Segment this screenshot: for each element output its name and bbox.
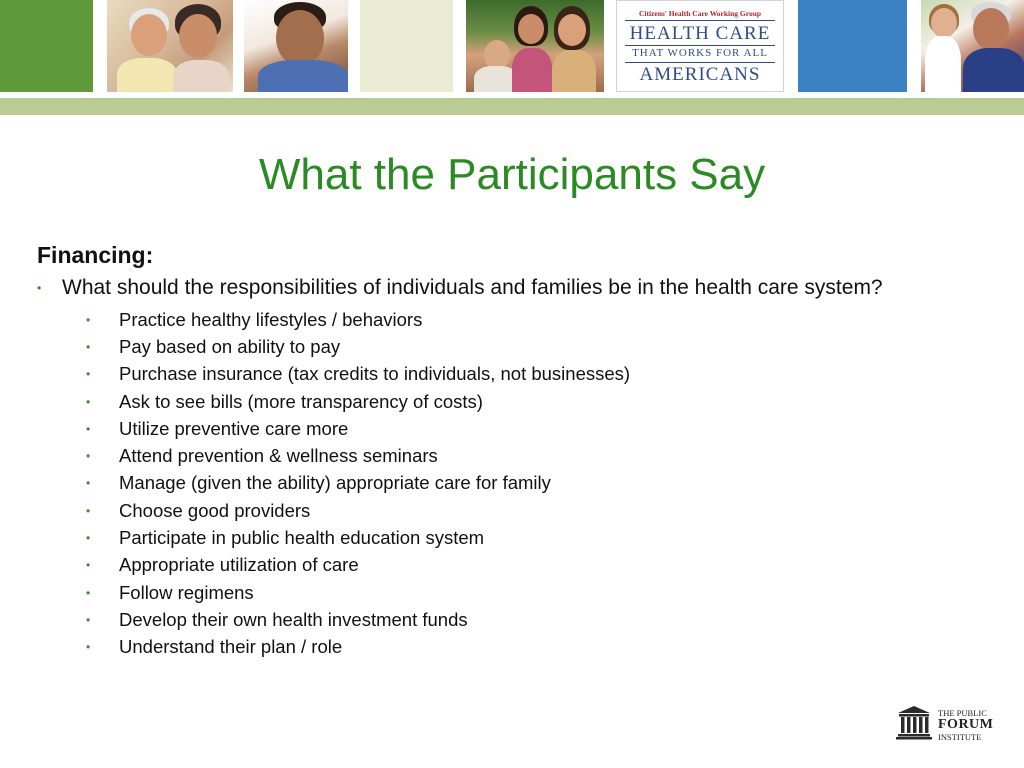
list-item-text: Understand their plan / role [119, 636, 343, 658]
list-item [84, 579, 630, 606]
public-forum-institute-logo [896, 702, 1000, 742]
photo-elderly-couple [107, 0, 233, 92]
list-item [84, 388, 630, 415]
bullet-icon: • [86, 531, 91, 546]
photo-children [466, 0, 604, 92]
bullet-icon: • [86, 585, 91, 600]
building-columns-icon [896, 704, 932, 740]
logo-text-line-2: FORUM [938, 717, 994, 732]
list-item [84, 442, 630, 469]
list-item [84, 497, 630, 524]
list-item-text: Practice healthy lifestyles / behaviors [119, 308, 423, 330]
logo-divider [625, 62, 775, 63]
bullet-icon: • [86, 394, 91, 409]
logo-divider [625, 20, 775, 21]
photo-young-man [244, 0, 348, 92]
list-item [84, 634, 630, 661]
list-item-text: Attend prevention & wellness seminars [119, 445, 438, 467]
responses-list [84, 306, 630, 661]
list-item-text: Manage (given the ability) appropriate care for family [119, 472, 551, 494]
blue-color-tile [798, 0, 907, 92]
logo-line-2: THAT WORKS FOR ALL [632, 47, 768, 59]
banner-divider-bar [0, 98, 1024, 115]
list-item-text: Ask to see bills (more transparency of costs) [119, 390, 483, 412]
health-care-logo [616, 0, 784, 92]
list-item-text: Develop their own health investment funds [119, 608, 468, 630]
list-item [84, 524, 630, 551]
list-item-text: Pay based on ability to pay [119, 335, 341, 357]
bullet-icon: • [37, 281, 42, 296]
section-heading: Financing: [37, 242, 154, 268]
list-item-text: Choose good providers [119, 499, 311, 521]
green-color-tile [0, 0, 93, 92]
logo-line-1: HEALTH CARE [629, 23, 771, 44]
bullet-icon: • [86, 640, 91, 655]
list-item-text: Appropriate utilization of care [119, 554, 359, 576]
list-item [84, 606, 630, 633]
bullet-icon: • [86, 339, 91, 354]
question-text: What should the responsibilities of individuals and families be in the health care system? [62, 276, 883, 299]
logo-org-name: Citizens' Health Care Working Group [638, 9, 762, 18]
list-item-text: Purchase insurance (tax credits to individuals, not businesses) [119, 363, 631, 385]
list-item [84, 552, 630, 579]
question-bullet [37, 276, 883, 300]
bullet-icon: • [86, 367, 91, 382]
list-item [84, 306, 630, 333]
list-item-text: Utilize preventive care more [119, 417, 349, 439]
bullet-icon: • [86, 558, 91, 573]
logo-divider [625, 45, 775, 46]
bullet-icon: • [86, 421, 91, 436]
bullet-icon: • [86, 476, 91, 491]
slide-title: What the Participants Say [258, 150, 766, 199]
header-banner [0, 0, 1024, 96]
logo-line-3: AMERICANS [639, 64, 761, 85]
logo-text-line-1: THE PUBLIC [938, 708, 987, 718]
list-item [84, 333, 630, 360]
bullet-icon: • [86, 312, 91, 327]
list-item-text: Participate in public health education system [119, 527, 485, 549]
beige-color-tile [360, 0, 453, 92]
photo-grandfather-child [921, 0, 1024, 92]
list-item [84, 470, 630, 497]
bullet-icon: • [86, 612, 91, 627]
list-item [84, 361, 630, 388]
logo-text-line-3: INSTITUTE [938, 732, 982, 742]
bullet-icon: • [86, 449, 91, 464]
list-item [84, 415, 630, 442]
bullet-icon: • [86, 503, 91, 518]
list-item-text: Follow regimens [119, 581, 254, 603]
